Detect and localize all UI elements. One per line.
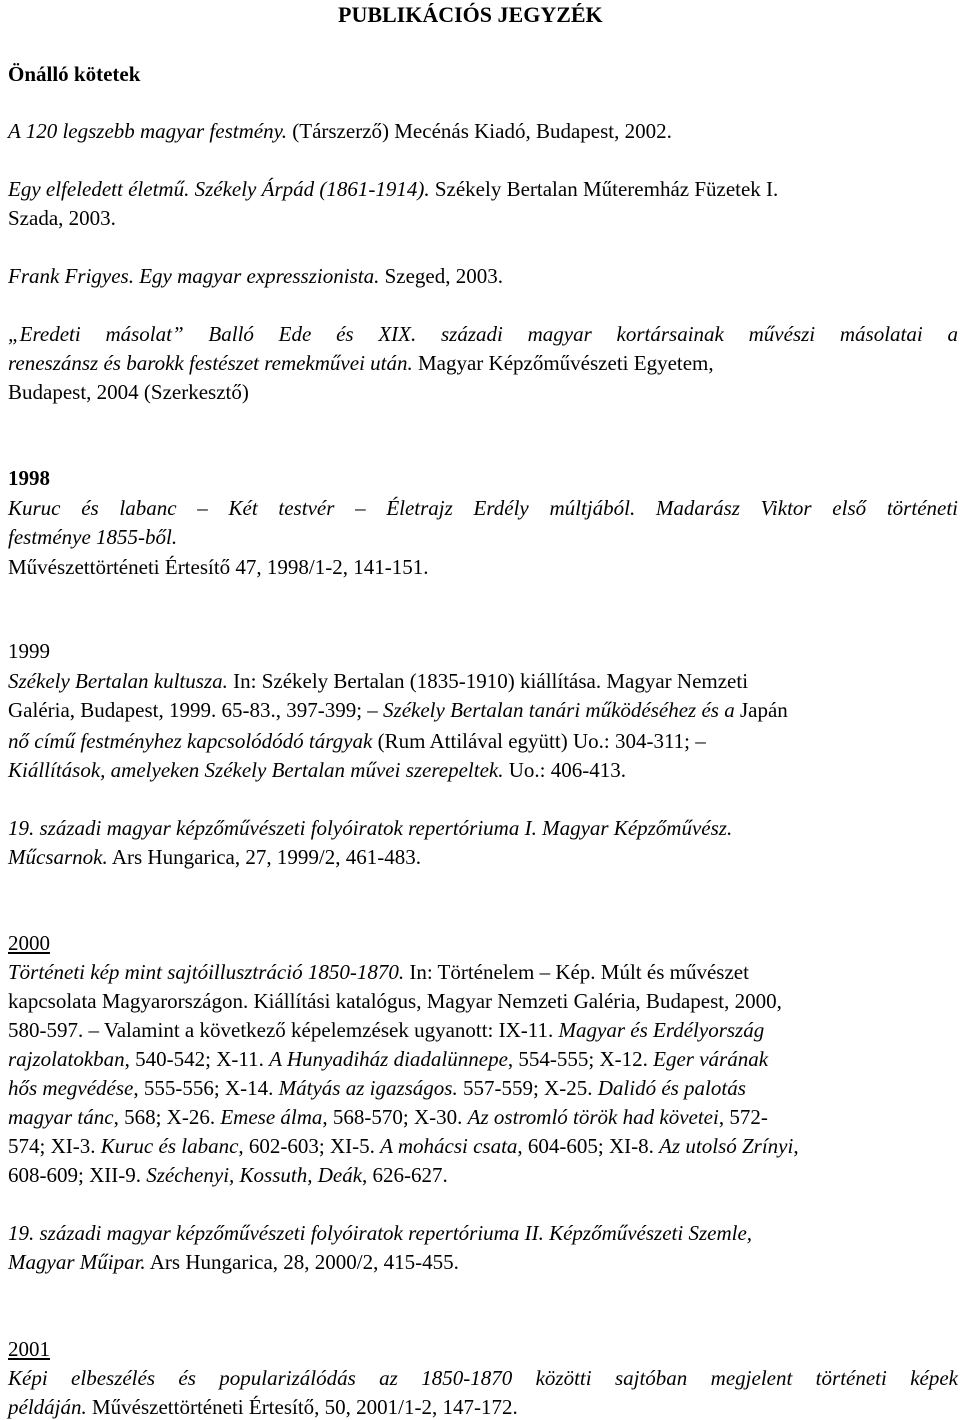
article-title: nő című festményhez kapcsolódódó tárgyak — [8, 729, 373, 753]
article-details: Japán — [734, 698, 788, 722]
article-title: Műcsarnok. — [8, 845, 108, 869]
article-details: 557-559; X-25. — [457, 1076, 598, 1100]
article-details: 574; XI-3. — [8, 1134, 101, 1158]
article-details: Ars Hungarica, 28, 2000/2, 415-455. — [145, 1250, 459, 1274]
year-heading-2000: 2000 — [8, 931, 50, 955]
book-title: A 120 legszebb magyar festmény. — [8, 119, 287, 143]
book-details: Székely Bertalan Műteremház Füzetek I. — [429, 177, 779, 201]
image-title: Eger várának — [653, 1047, 769, 1071]
book-entry-2-cont: Szada, 2003. — [8, 206, 116, 230]
article-title: példáján. — [8, 1395, 87, 1419]
image-title: rajzolatokban — [8, 1047, 125, 1071]
entry-2000-line4 — [8, 1047, 768, 1071]
book-title: Frank Frigyes. Egy magyar expresszionista. — [8, 264, 380, 288]
book-entry-4-line3: Budapest, 2004 (Szerkesztő) — [8, 380, 249, 404]
section-heading-books: Önálló kötetek — [8, 62, 141, 86]
image-title: magyar tánc — [8, 1105, 114, 1129]
article-title: Székely Bertalan kultusza. — [8, 669, 228, 693]
entry-1998-line1: Kuruc és labanc – Két testvér – Életrajz Erdély múltjából. Madarász Viktor első történeti — [8, 496, 958, 520]
year-heading-2001: 2001 — [8, 1337, 50, 1361]
entry-1998-line2: festménye 1855-ből. — [8, 525, 178, 549]
page-title: PUBLIKÁCIÓS JEGYZÉK — [338, 2, 603, 27]
entry-2000-line7 — [8, 1134, 799, 1158]
image-title: Az ostromló török had követei — [467, 1105, 719, 1129]
image-title: Kuruc és labanc — [100, 1134, 239, 1158]
image-title: Széchenyi, Kossuth, Deák — [146, 1163, 363, 1187]
book-entry-4-line1: „Eredeti másolat” Balló Ede és XIX. századi magyar kortársainak művészi másolatai a — [8, 322, 958, 346]
article-details: Ars Hungarica, 27, 1999/2, 461-483. — [107, 845, 421, 869]
entry-2001-line1: Képi elbeszélés és popularizálódás az 1850-1870 közötti sajtóban megjelent történeti képek — [8, 1366, 958, 1390]
article-details: 608-609; XII-9. — [8, 1163, 147, 1187]
entry-1999-b-line2 — [8, 845, 421, 869]
entry-2001-line2 — [8, 1395, 518, 1419]
year-heading-1998: 1998 — [8, 466, 50, 490]
image-title: hős megvédése — [8, 1076, 134, 1100]
article-details: (Rum Attilával együtt) Uo.: 304-311; – — [372, 729, 706, 753]
article-details: 580-597. – Valamint a következő képelemzések ugyanott: IX-11. — [8, 1018, 559, 1042]
image-title: A mohácsi csata — [380, 1134, 518, 1158]
image-title: Magyar és Erdélyország — [558, 1018, 765, 1042]
article-details: Uo.: 406-413. — [503, 758, 626, 782]
image-title: A Hunyadiház diadalünnepe — [269, 1047, 508, 1071]
article-details: , 626-627. — [362, 1163, 448, 1187]
book-details: (Társzerző) Mecénás Kiadó, Budapest, 2002. — [287, 119, 672, 143]
entry-2000-line8 — [8, 1163, 448, 1187]
article-details: , 397-399; – — [275, 698, 384, 722]
image-title: Mátyás az igazságos. — [278, 1076, 458, 1100]
entry-2000-line6 — [8, 1105, 768, 1129]
article-details: Galéria, Budapest, 1999. 65-83. — [8, 698, 276, 722]
article-title: Kiállítások, amelyeken Székely Bertalan művei szerepeltek. — [8, 758, 504, 782]
entry-2000-b-line1: 19. századi magyar képzőművészeti folyóiratok repertóriuma II. Képzőművészeti Szemle, — [8, 1221, 753, 1245]
entry-1999-b-line1: 19. századi magyar képzőművészeti folyóiratok repertóriuma I. Magyar Képzőművész. — [8, 816, 733, 840]
article-details: , 554-555; X-12. — [507, 1047, 654, 1071]
article-details: , 602-603; XI-5. — [238, 1134, 381, 1158]
entry-1999-a-line3 — [8, 729, 706, 753]
article-details: , 555-556; X-14. — [133, 1076, 279, 1100]
entry-1999-a-line1 — [8, 669, 748, 693]
article-details: In: Székely Bertalan (1835-1910) kiállítása. Magyar Nemzeti — [227, 669, 749, 693]
entry-1999-a-line4 — [8, 758, 626, 782]
book-title: Egy elfeledett életmű. Székely Árpád (1861-1914). — [8, 177, 430, 201]
book-entry-3 — [8, 264, 503, 288]
book-title: reneszánsz és barokk festészet remekművei után. — [8, 351, 413, 375]
article-details: , — [793, 1134, 799, 1158]
article-details: Művészettörténeti Értesítő, 50, 2001/1-2, 147-172. — [86, 1395, 518, 1419]
entry-1998-line3: Művészettörténeti Értesítő 47, 1998/1-2, 141-151. — [8, 555, 429, 579]
article-details: , 540-542; X-11. — [124, 1047, 270, 1071]
entry-2000-b-line2 — [8, 1250, 459, 1274]
entry-2000-line1 — [8, 960, 749, 984]
article-title: Székely Bertalan tanári működéséhez és a — [383, 698, 735, 722]
article-title: Magyar Műipar. — [8, 1250, 146, 1274]
book-entry-1 — [8, 119, 672, 143]
entry-1999-a-line2 — [8, 698, 788, 722]
book-details: Szeged, 2003. — [379, 264, 503, 288]
entry-2000-line2: kapcsolata Magyarországon. Kiállítási katalógus, Magyar Nemzeti Galéria, Budapest, 2000, — [8, 989, 782, 1013]
book-details: Magyar Képzőművészeti Egyetem, — [412, 351, 714, 375]
article-details: In: Történelem – Kép. Múlt és művészet — [404, 960, 749, 984]
article-details: , 568; X-26. — [113, 1105, 221, 1129]
book-entry-4-line2 — [8, 351, 714, 375]
image-title: Az utolsó Zrínyi — [659, 1134, 794, 1158]
book-entry-2 — [8, 177, 778, 201]
year-heading-1999: 1999 — [8, 639, 50, 663]
article-details: , 572- — [718, 1105, 768, 1129]
entry-2000-line5 — [8, 1076, 746, 1100]
article-title: Történeti kép mint sajtóillusztráció 1850-1870. — [8, 960, 405, 984]
article-details: , 568-570; X-30. — [322, 1105, 468, 1129]
entry-2000-line3 — [8, 1018, 764, 1042]
image-title: Emese álma — [220, 1105, 323, 1129]
image-title: Dalidó és palotás — [597, 1076, 746, 1100]
article-details: , 604-605; XI-8. — [517, 1134, 660, 1158]
